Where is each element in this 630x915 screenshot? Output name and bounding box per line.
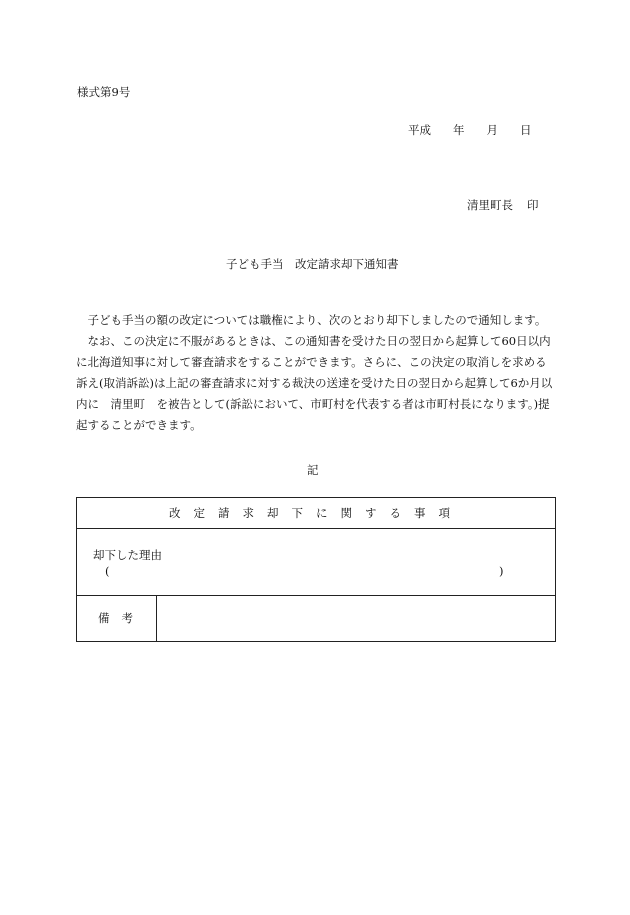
remarks-label: 備考 bbox=[77, 596, 157, 641]
date-month: 月 bbox=[486, 123, 498, 137]
remarks-value bbox=[157, 596, 555, 641]
reason-row bbox=[77, 529, 555, 596]
date-day: 日 bbox=[520, 123, 532, 137]
reason-label: 却下した理由 bbox=[93, 548, 162, 562]
document-title: 子ども手当 改定請求却下通知書 bbox=[226, 257, 399, 271]
date-era: 平成 bbox=[408, 123, 431, 137]
date-year: 年 bbox=[453, 123, 465, 137]
body-paragraph-2: なお、この決定に不服があるときは、この通知書を受けた日の翌日から起算して60日以内に北海道知事に対して審査請求をすることができます。さらに、この決定の取消しを求める訴え(取消訴訟)は上記の審査請求に対する裁決の送達を受けた日の翌日から起算して6か月以内に 清里町 を被告として(訴訟において、市町村を代表する者は市町村長になります。)提起することができます。 bbox=[76, 334, 553, 432]
table-header: 改定請求却下に関する事項 bbox=[77, 498, 555, 529]
form-number: 様式第9号 bbox=[77, 85, 131, 99]
reason-paren-close: ) bbox=[499, 564, 504, 578]
ki-heading: 記 bbox=[307, 463, 319, 477]
issuer-line bbox=[467, 197, 539, 213]
reason-paren-open: ( bbox=[105, 564, 110, 578]
body-paragraph-1: 子ども手当の額の改定については職権により、次のとおり却下しましたので通知します。 bbox=[87, 313, 547, 327]
seal-mark: 印 bbox=[527, 198, 539, 212]
date-line bbox=[408, 122, 532, 138]
rejection-table bbox=[76, 497, 556, 642]
issuer-name: 清里町長 bbox=[467, 198, 513, 212]
remarks-row bbox=[77, 596, 555, 641]
body-text bbox=[76, 310, 558, 436]
